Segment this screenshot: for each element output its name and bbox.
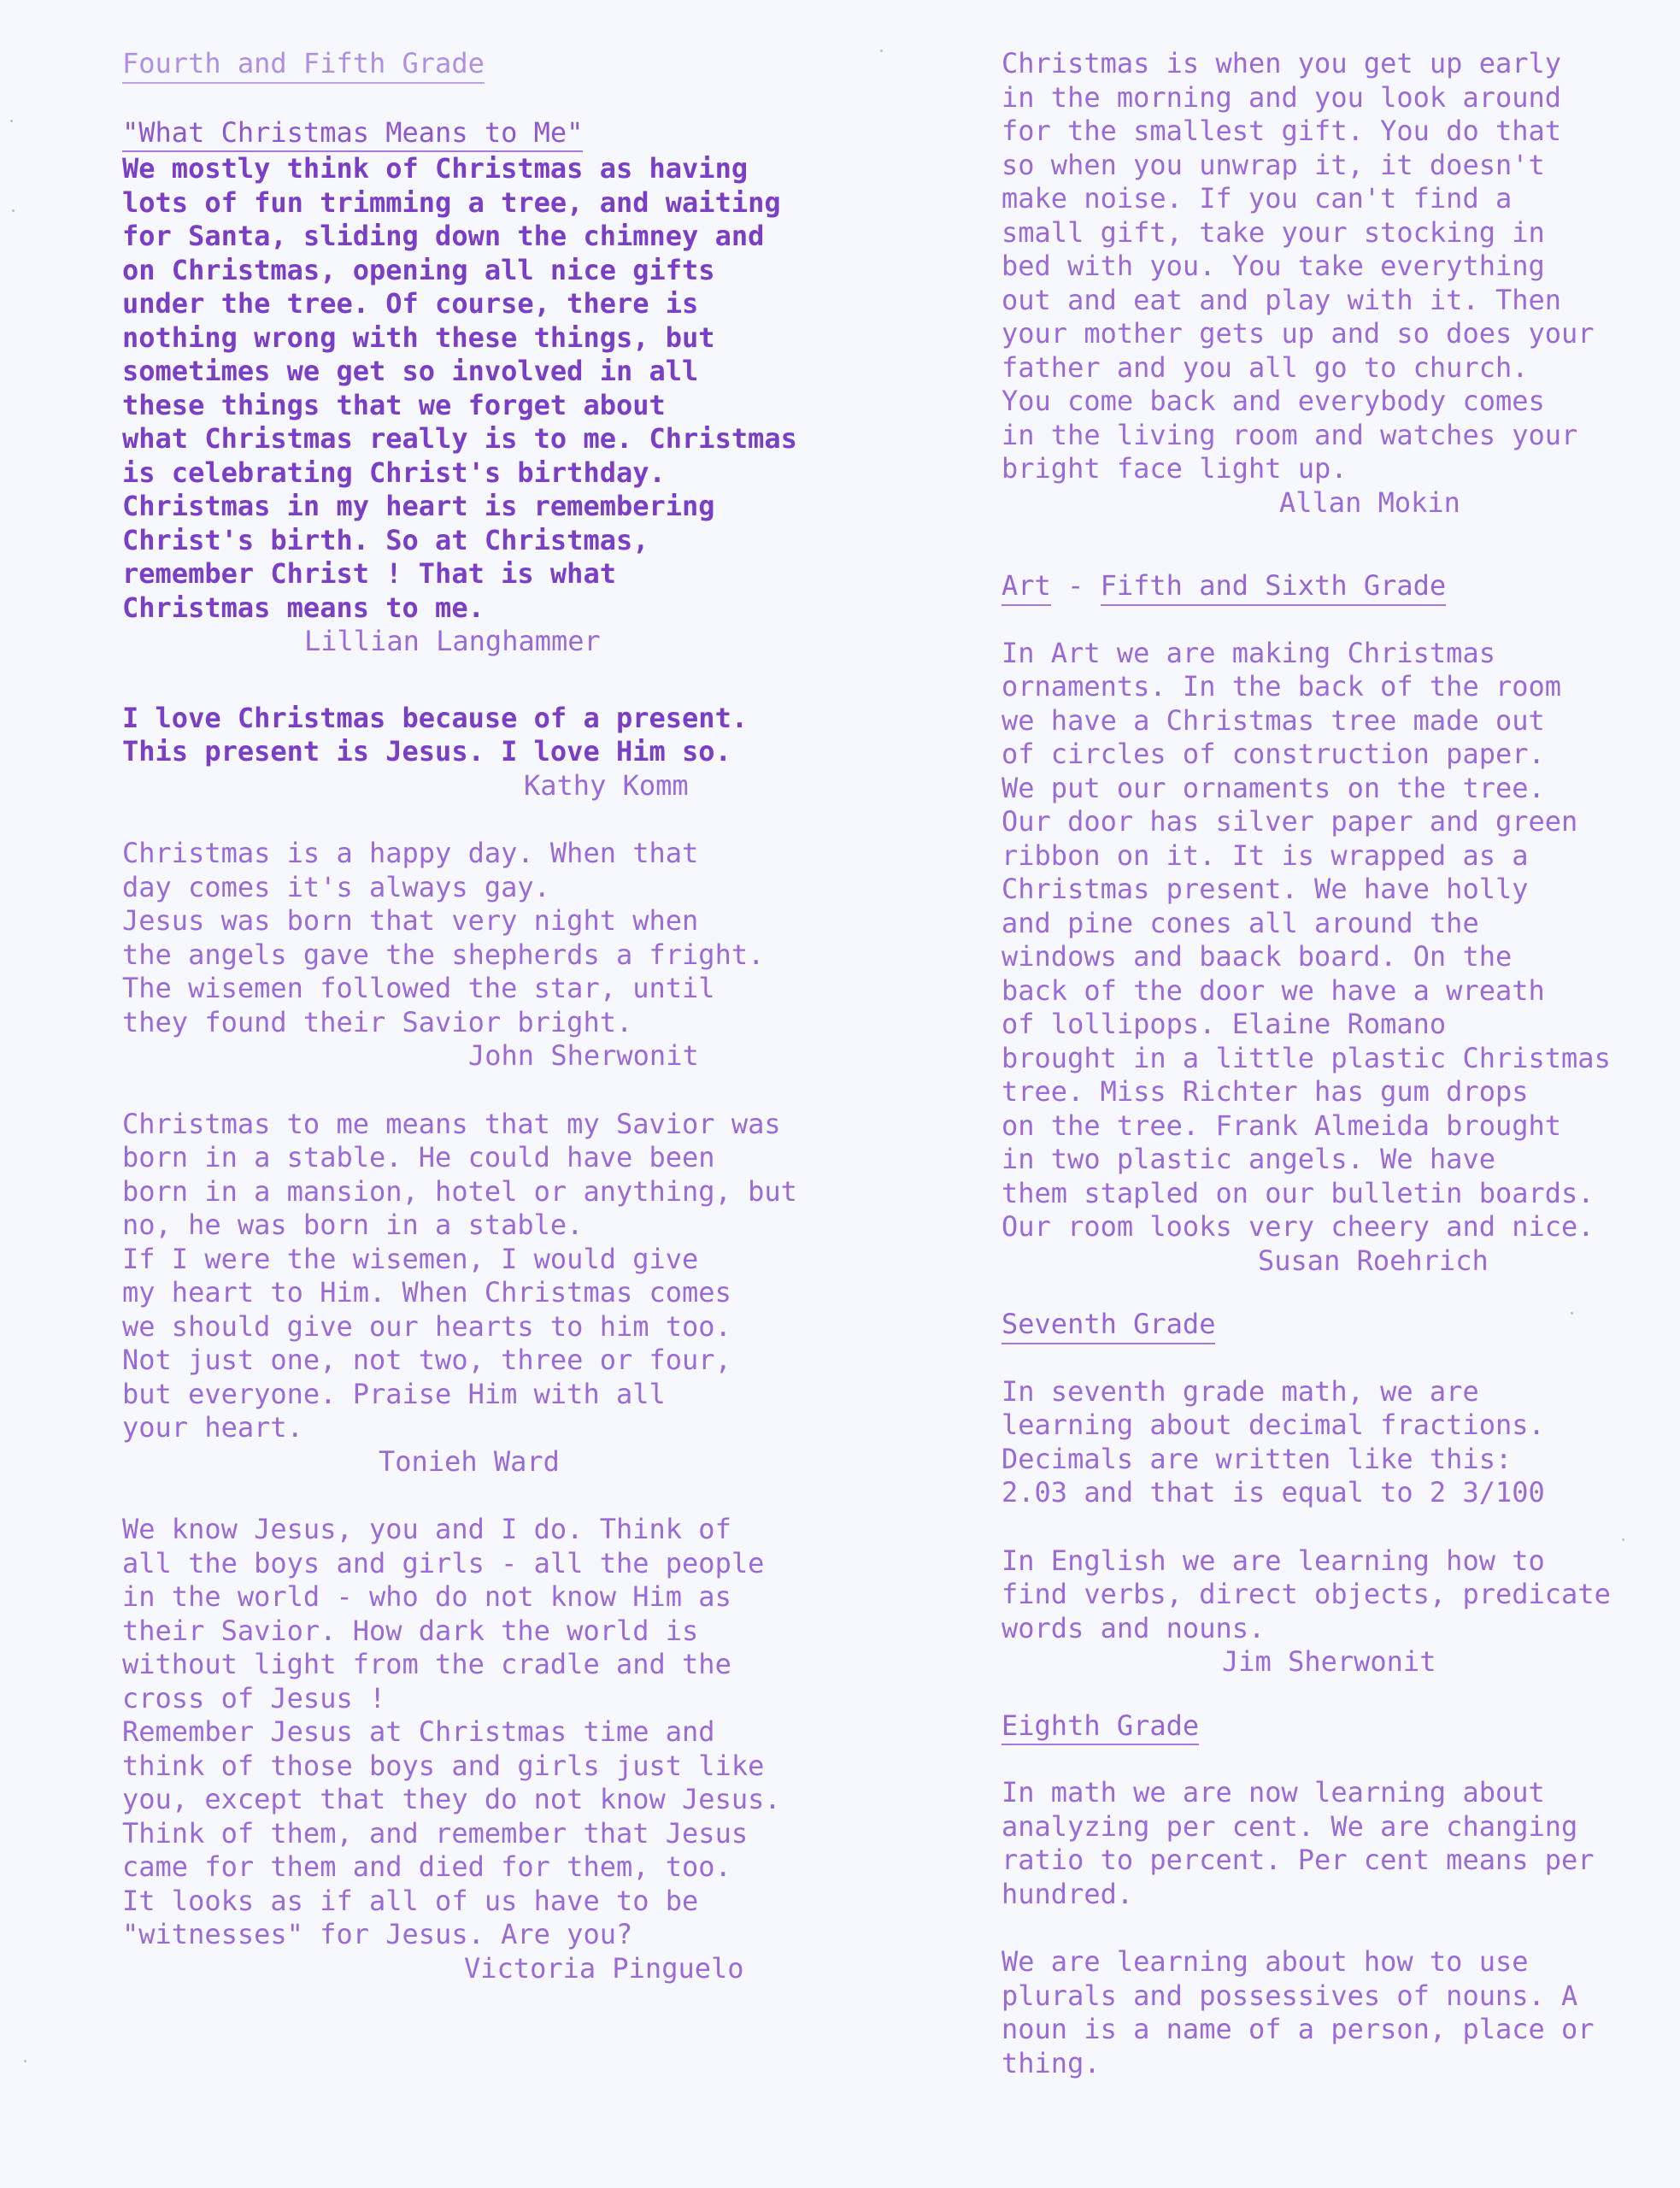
seventh-grade-math <box>1002 1375 1677 1510</box>
essay-kathy-komm <box>122 702 925 803</box>
text-line: Think of them, and remember that Jesus <box>122 1816 749 1850</box>
text-line: The wisemen followed the star, until <box>122 972 715 1004</box>
essay-body <box>122 1513 925 1952</box>
essay-john-sherwonit <box>122 837 925 1073</box>
text-line: sometimes we get so involved in all <box>122 355 699 387</box>
text-line: We put our ornaments on the tree. <box>1002 771 1545 804</box>
essay-title: "What Christmas Means to Me" <box>122 116 583 153</box>
text-line: We mostly think of Christmas as having <box>122 152 749 185</box>
essay-allan-mokin <box>1002 47 1677 520</box>
text-line: thing. <box>1002 2046 1101 2079</box>
text-line: no, he was born in a stable. <box>122 1209 584 1241</box>
art-heading-separator: - <box>1050 569 1101 602</box>
text-line: your mother gets up and so does your <box>1002 317 1595 350</box>
art-author: Susan Roehrich <box>1258 1244 1489 1277</box>
seventh-grade-section <box>1002 1308 1677 1679</box>
text-line: ratio to percent. Per cent means per <box>1002 1844 1595 1876</box>
text-line: for Santa, sliding down the chimney and <box>122 220 765 252</box>
text-line: Not just one, not two, three or four, <box>122 1344 731 1376</box>
text-line: plurals and possessives of nouns. A <box>1002 1979 1578 2012</box>
essay-body <box>122 702 925 769</box>
text-line: In English we are learning how to <box>1002 1544 1545 1577</box>
text-line: back of the door we have a wreath <box>1002 973 1545 1007</box>
text-line: in the world - who do not know Him as <box>122 1580 731 1613</box>
paper-speck <box>1571 1312 1573 1315</box>
art-heading: Art <box>1002 569 1051 606</box>
art-section <box>1002 569 1677 1278</box>
text-line: brought in a little plastic Christmas <box>1002 1041 1611 1074</box>
text-line: Christmas present. We have holly <box>1002 873 1529 905</box>
left-column <box>122 47 925 1985</box>
text-line: ornaments. In the back of the room <box>1002 670 1562 703</box>
text-line: on Christmas, opening all nice gifts <box>122 253 715 286</box>
essay-what-christmas-means <box>122 116 925 659</box>
text-line: in two plastic angels. We have <box>1002 1143 1495 1175</box>
eighth-grade-english <box>1002 1945 1677 2080</box>
seventh-grade-author: Jim Sherwonit <box>1222 1645 1436 1678</box>
text-line: came for them and died for them, too. <box>122 1850 731 1883</box>
essay-body <box>122 837 925 1039</box>
essay-author: Victoria Pinguelo <box>464 1951 744 1985</box>
text-line: learning about decimal fractions. <box>1002 1409 1545 1441</box>
text-line: we have a Christmas tree made out <box>1002 703 1545 737</box>
text-line: is celebrating Christ's birthday. <box>122 456 666 489</box>
paper-speck <box>10 120 13 122</box>
text-line: of lollipops. Elaine Romano <box>1002 1008 1447 1040</box>
text-line: all the boys and girls - all the people <box>122 1546 765 1579</box>
eighth-grade-heading: Eighth Grade <box>1002 1709 1199 1746</box>
essay-author: Lillian Langhammer <box>304 625 601 657</box>
text-line: "witnesses" for Jesus. Are you? <box>122 1918 633 1950</box>
paper-speck <box>12 209 15 212</box>
text-line: and pine cones all around the <box>1002 906 1479 939</box>
text-line: them stapled on our bulletin boards. <box>1002 1176 1595 1209</box>
text-line: We are learning about how to use <box>1002 1945 1529 1978</box>
text-line: nothing wrong with these things, but <box>122 321 715 354</box>
text-line: In math we are now learning about <box>1002 1776 1545 1809</box>
text-line: Our door has silver paper and green <box>1002 805 1578 838</box>
text-line: but everyone. Praise Him with all <box>122 1377 666 1410</box>
text-line: words and nouns. <box>1002 1611 1266 1644</box>
paper-speck <box>880 50 883 52</box>
text-line: in the morning and you look around <box>1002 80 1562 114</box>
text-line: lots of fun trimming a tree, and waiting <box>122 185 781 219</box>
art-heading-grades: Fifth and Sixth Grade <box>1101 569 1447 606</box>
text-line: my heart to Him. When Christmas comes <box>122 1276 731 1309</box>
text-line: what Christmas really is to me. Christmas <box>122 422 797 455</box>
text-line: Christmas means to me. <box>122 591 485 624</box>
text-line: without light from the cradle and the <box>122 1648 731 1680</box>
text-line: born in a stable. He could have been <box>122 1141 715 1173</box>
essay-victoria-pinguelo <box>122 1513 925 1985</box>
text-line: Decimals are written like this: <box>1002 1442 1513 1475</box>
text-line: they found their Savior bright. <box>122 1005 633 1038</box>
essay-body <box>1002 47 1677 486</box>
right-column <box>1002 47 1677 2080</box>
text-line: Christmas is a happy day. When that <box>122 837 699 869</box>
text-line: cross of Jesus ! <box>122 1681 386 1715</box>
text-line: the angels gave the shepherds a fright. <box>122 938 765 971</box>
text-line: bright face light up. <box>1002 452 1348 485</box>
text-line: hundred. <box>1002 1877 1134 1910</box>
text-line: their Savior. How dark the world is <box>122 1614 699 1647</box>
text-line: This present is Jesus. I love Him so. <box>122 735 731 768</box>
text-line: your heart. <box>122 1411 303 1444</box>
text-line: Christmas in my heart is remembering <box>122 490 715 522</box>
text-line: for the smallest gift. You do that <box>1002 115 1562 147</box>
essay-author: Kathy Komm <box>524 768 689 802</box>
essay-author: Allan Mokin <box>1279 485 1460 519</box>
text-line: In Art we are making Christmas <box>1002 636 1495 669</box>
text-line: analyzing per cent. We are changing <box>1002 1809 1578 1843</box>
text-line: If I were the wisemen, I would give <box>122 1242 699 1275</box>
paper-speck <box>24 2060 26 2062</box>
text-line: out and eat and play with it. Then <box>1002 283 1562 316</box>
text-line: under the tree. Of course, there is <box>122 287 699 320</box>
text-line: you, except that they do not know Jesus. <box>122 1783 781 1815</box>
text-line: Our room looks very cheery and nice. <box>1002 1210 1595 1243</box>
text-line: in the living room and watches your <box>1002 418 1578 451</box>
text-line: Christmas is when you get up early <box>1002 47 1562 79</box>
art-body <box>1002 637 1677 1244</box>
text-line: We know Jesus, you and I do. Think of <box>122 1513 731 1545</box>
text-line: Christmas to me means that my Savior was <box>122 1107 781 1140</box>
text-line: I love Christmas because of a present. <box>122 701 749 734</box>
paper-speck <box>1622 1538 1624 1541</box>
seventh-grade-heading: Seventh Grade <box>1002 1308 1215 1344</box>
text-line: ribbon on it. It is wrapped as a <box>1002 838 1529 872</box>
essay-tonieh-ward <box>122 1108 925 1479</box>
text-line: born in a mansion, hotel or anything, but <box>122 1174 797 1208</box>
text-line: In seventh grade math, we are <box>1002 1374 1479 1408</box>
text-line: Jesus was born that very night when <box>122 904 699 937</box>
text-line: think of those boys and girls just like <box>122 1749 765 1782</box>
seventh-grade-english <box>1002 1544 1677 1646</box>
essay-body <box>122 152 925 625</box>
text-line: Christ's birth. So at Christmas, <box>122 523 649 556</box>
text-line: we should give our hearts to him too. <box>122 1309 731 1343</box>
section-heading-fourth-fifth-grade: Fourth and Fifth Grade <box>122 47 485 84</box>
text-line: It looks as if all of us have to be <box>122 1884 699 1917</box>
text-line: make noise. If you can't find a <box>1002 182 1513 215</box>
text-line: 2.03 and that is equal to 2 3/100 <box>1002 1476 1545 1509</box>
text-line: remember Christ ! That is what <box>122 557 616 590</box>
essay-body <box>122 1108 925 1445</box>
text-line: find verbs, direct objects, predicate <box>1002 1578 1611 1610</box>
essay-author: John Sherwonit <box>468 1039 699 1072</box>
text-line: of circles of construction paper. <box>1002 738 1545 770</box>
essay-author: Tonieh Ward <box>379 1444 560 1478</box>
text-line: Remember Jesus at Christmas time and <box>122 1715 715 1748</box>
text-line: father and you all go to church. <box>1002 350 1529 384</box>
text-line: small gift, take your stocking in <box>1002 215 1545 249</box>
text-line: bed with you. You take everything <box>1002 250 1545 282</box>
text-line: noun is a name of a person, place or <box>1002 2013 1595 2045</box>
text-line: on the tree. Frank Almeida brought <box>1002 1109 1562 1142</box>
text-line: day comes it's always gay. <box>122 870 550 903</box>
text-line: these things that we forget about <box>122 388 666 421</box>
text-line: windows and baack board. On the <box>1002 940 1513 973</box>
text-line: tree. Miss Richter has gum drops <box>1002 1075 1529 1108</box>
eighth-grade-section <box>1002 1709 1677 2081</box>
text-line: so when you unwrap it, it doesn't <box>1002 148 1545 181</box>
eighth-grade-math <box>1002 1776 1677 1911</box>
text-line: You come back and everybody comes <box>1002 385 1545 417</box>
